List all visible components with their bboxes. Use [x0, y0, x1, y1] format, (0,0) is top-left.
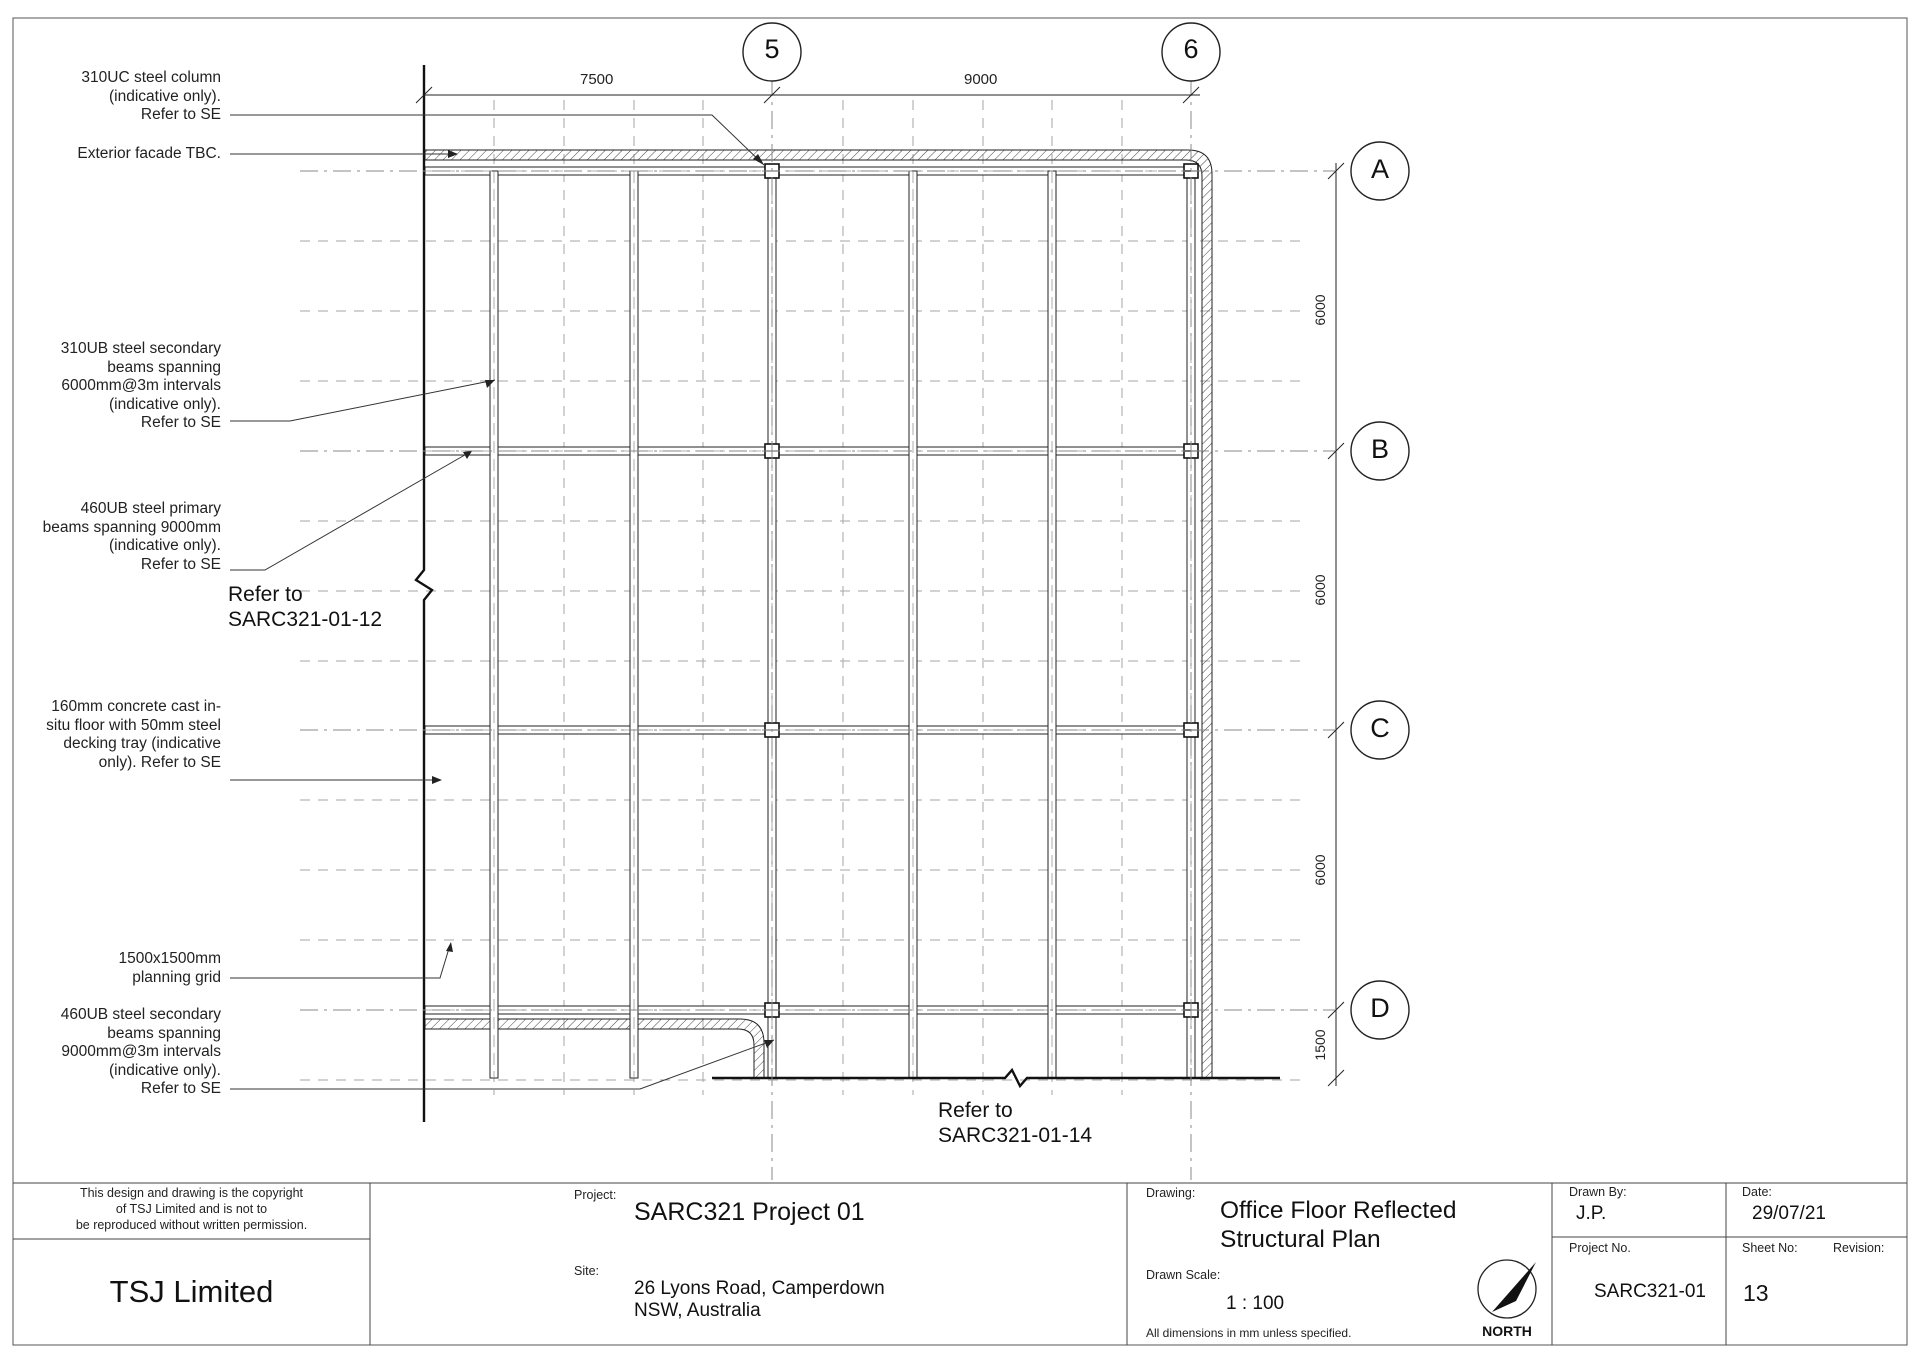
drawn-scale-label: Drawn Scale:: [1146, 1268, 1221, 1282]
note-exterior-facade: Exterior facade TBC.: [77, 145, 221, 162]
project-number: SARC321-01: [1594, 1281, 1706, 1302]
dimension-6000-ab: 6000: [1312, 294, 1328, 326]
grid-label-c: C: [1370, 713, 1390, 743]
drawn-scale: 1 : 100: [1226, 1293, 1285, 1314]
grid-axis-lines: [300, 78, 1335, 1180]
company-name: TSJ Limited: [109, 1274, 274, 1309]
note-secondary-beams-9000: 460UB steel secondary beams spanning 9000mm@3m intervals (indicative only). Refer to SE: [60, 1006, 221, 1097]
date-value: 29/07/21: [1752, 1203, 1826, 1224]
revision-label: Revision:: [1833, 1241, 1885, 1255]
note-concrete-floor: 160mm concrete cast in- situ floor with 50mm steel decking tray (indicative only). Refer to SE: [46, 698, 221, 771]
grid-label-5: 5: [764, 34, 780, 64]
copyright-notice: This design and drawing is the copyright of TSJ Limited and is not to be reproduced without written permission.: [75, 1186, 308, 1232]
date-label: Date:: [1742, 1185, 1772, 1199]
drawn-by: J.P.: [1576, 1203, 1607, 1224]
sheet-number: 13: [1743, 1280, 1769, 1306]
note-planning-grid: 1500x1500mm planning grid: [118, 950, 221, 986]
project-no-label: Project No.: [1569, 1241, 1631, 1255]
grid-label-d: D: [1370, 993, 1390, 1023]
project-label: Project:: [574, 1188, 617, 1202]
sheet-no-label: Sheet No:: [1742, 1241, 1798, 1255]
north-arrow: [1478, 1260, 1536, 1318]
dimension-note: All dimensions in mm unless specified.: [1146, 1326, 1352, 1340]
grid-label-6: 6: [1183, 34, 1199, 64]
dimension-6000-bc: 6000: [1312, 574, 1328, 606]
north-label: NORTH: [1482, 1323, 1532, 1339]
grid-label-b: B: [1370, 434, 1389, 464]
project-name: SARC321 Project 01: [634, 1198, 865, 1226]
dimension-1500: 1500: [1312, 1029, 1328, 1061]
dimension-9000: 9000: [964, 71, 998, 88]
reference-bottom: Refer to SARC321-01-14: [938, 1099, 1093, 1147]
dimension-7500: 7500: [580, 71, 614, 88]
drawing-label: Drawing:: [1146, 1186, 1196, 1200]
beam-layer: [425, 167, 1195, 1078]
leader-arrowheads: [432, 150, 774, 1048]
site-address: 26 Lyons Road, Camperdown NSW, Australia: [634, 1278, 885, 1321]
drawn-by-label: Drawn By:: [1569, 1185, 1627, 1199]
grid-label-a: A: [1370, 154, 1389, 184]
note-secondary-beams: 310UB steel secondary beams spanning 6000mm@3m intervals (indicative only). Refer to SE: [60, 340, 221, 431]
exterior-facade: [425, 150, 1212, 1078]
dimension-6000-cd: 6000: [1312, 854, 1328, 886]
drawing-title: Office Floor Reflected Structural Plan: [1220, 1197, 1457, 1253]
note-steel-column: 310UC steel column (indicative only). Refer to SE: [81, 69, 221, 123]
site-label: Site:: [574, 1264, 600, 1278]
left-break-line: [416, 65, 432, 1122]
reference-left: Refer to SARC321-01-12: [228, 583, 383, 631]
note-primary-beams: 460UB steel primary beams spanning 9000mm (indicative only). Refer to SE: [42, 500, 221, 573]
